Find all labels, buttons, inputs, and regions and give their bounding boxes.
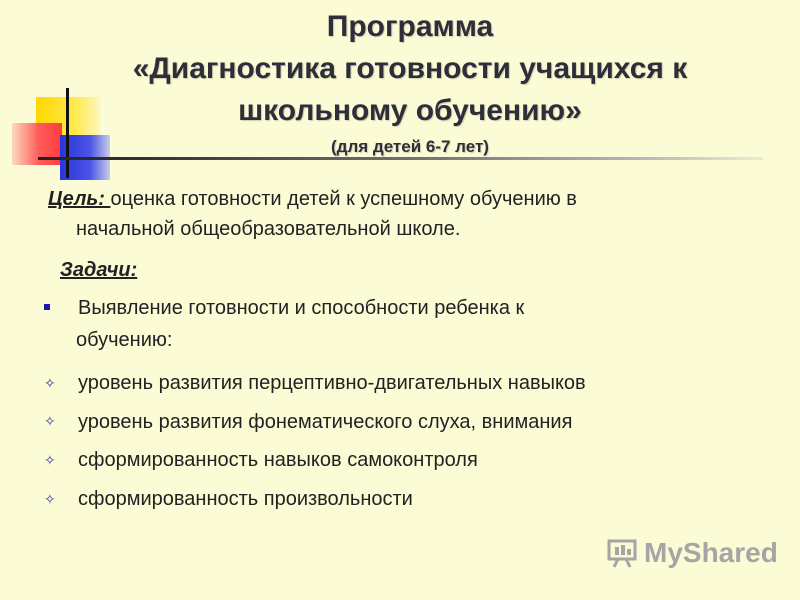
goal-paragraph (48, 184, 728, 244)
subtask-text: сформированность произвольности (78, 488, 413, 511)
subtask-text: сформированность навыков самоконтроля (78, 449, 478, 472)
subtask-text: уровень развития фонематического слуха, внимания (78, 410, 573, 433)
title-line-2: «Диагностика готовности учащихся к (132, 52, 688, 85)
four-point-star-bullet-icon: ✧ (44, 413, 56, 430)
slide-title (90, 6, 730, 161)
four-point-star-bullet-icon: ✧ (44, 374, 56, 391)
main-task-line-1: Выявление готовности и способности ребенка к (78, 297, 525, 319)
presentation-board-icon (606, 537, 638, 569)
goal-label: Цель: (48, 188, 111, 210)
four-point-star-bullet-icon: ✧ (44, 452, 56, 469)
tasks-label: Задачи: (60, 259, 138, 281)
goal-text-line-1: оценка готовности детей к успешному обучению в (110, 188, 577, 210)
title-subtitle: (для детей 6-7 лет) (331, 137, 489, 156)
goal-text-line-2: начальной общеобразовательной школе. (76, 218, 461, 240)
main-task-line-2: обучению: (76, 329, 173, 351)
main-task-item (44, 292, 744, 356)
subtask-list (44, 364, 764, 519)
list-item (44, 480, 764, 519)
watermark-text: MyShared (644, 537, 778, 568)
square-bullet-icon (44, 304, 50, 310)
watermark (606, 535, 778, 571)
title-line-3: школьному обучению» (238, 94, 582, 127)
vertical-rule-decoration (66, 88, 69, 178)
subtask-text: уровень развития перцептивно-двигательных навыков (78, 372, 586, 394)
list-item (44, 364, 764, 403)
four-point-star-bullet-icon: ✧ (44, 490, 56, 507)
list-item (44, 403, 764, 442)
list-item (44, 441, 764, 480)
title-line-1: Программа (326, 10, 494, 43)
